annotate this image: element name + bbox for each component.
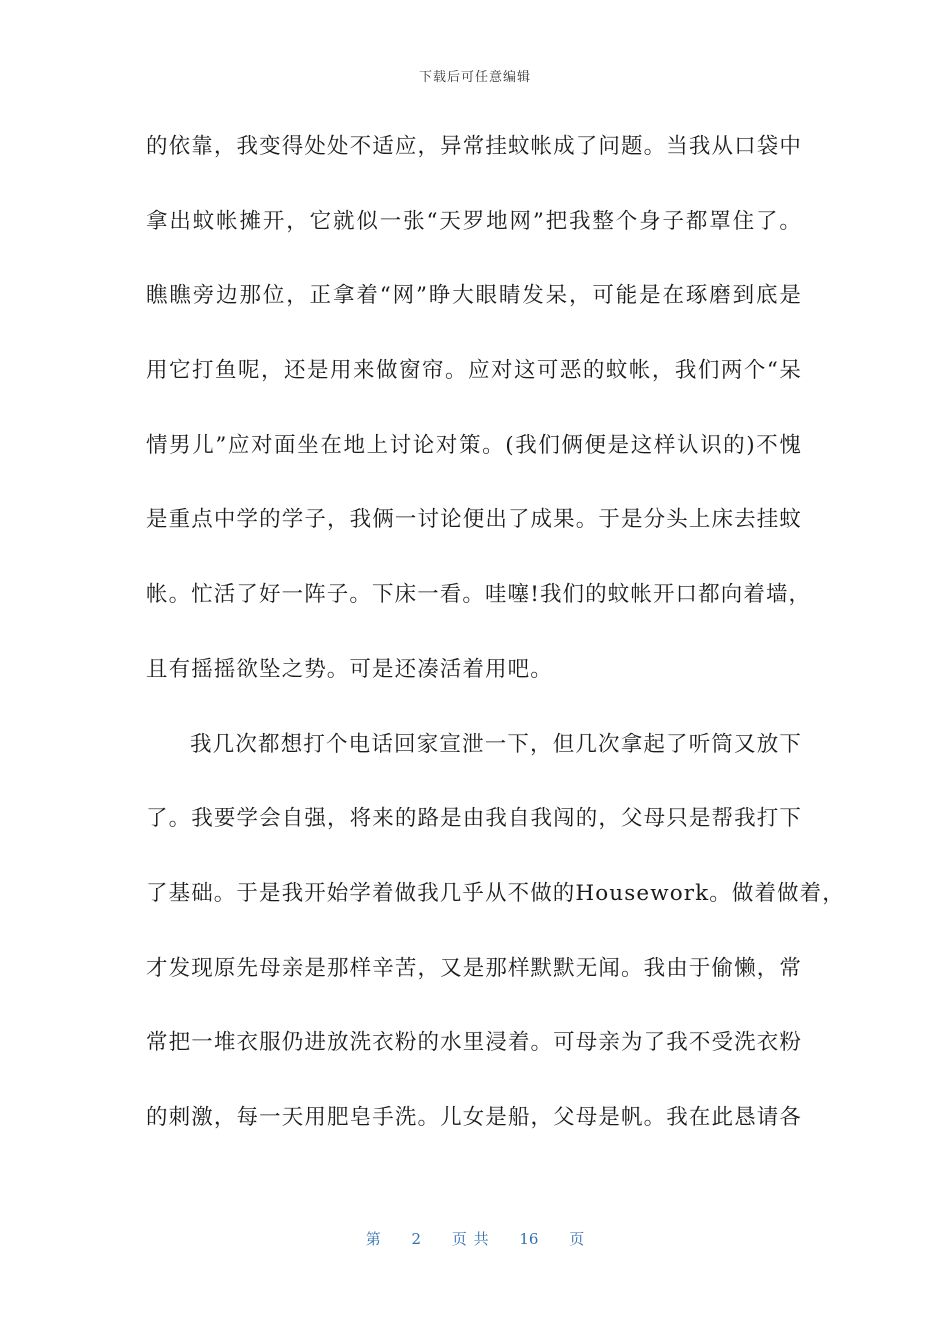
paragraph-line: 才发现原先母亲是那样辛苦，又是那样默默无闻。我由于偷懒，常 xyxy=(146,955,802,981)
paragraph-line: 拿出蚊帐摊开，它就似一张“天罗地网”把我整个身子都罩住了。 xyxy=(146,208,802,234)
paragraph-line: 常把一堆衣服仍进放洗衣粉的水里浸着。可母亲为了我不受洗衣粉 xyxy=(146,1030,802,1056)
paragraph-line: 瞧瞧旁边那位，正拿着“网”睁大眼睛发呆，可能是在琢磨到底是 xyxy=(146,283,802,309)
paragraph-line: 用它打鱼呢，还是用来做窗帘。应对这可恶的蚊帐，我们两个“呆 xyxy=(146,358,802,384)
footer-total-pages: 16 xyxy=(519,1230,539,1248)
footer-label-page: 第 xyxy=(365,1230,381,1248)
paragraph-line: 帐。忙活了好一阵子。下床一看。哇噻!我们的蚊帐开口都向着墙， xyxy=(146,582,812,608)
footer-label-of: 页 共 xyxy=(451,1230,489,1248)
footer-current-page: 2 xyxy=(411,1230,422,1248)
paragraph-line: 且有摇摇欲坠之势。可是还凑活着用吧。 xyxy=(146,656,553,682)
paragraph-line: 我几次都想打个电话回家宣泄一下，但几次拿起了听筒又放下 xyxy=(190,731,802,757)
paragraph-line: 了。我要学会自强，将来的路是由我自我闯的，父母只是帮我打下 xyxy=(146,806,802,832)
body-text xyxy=(146,121,845,1167)
paragraph-line: 的依靠，我变得处处不适应，异常挂蚊帐成了问题。当我从口袋中 xyxy=(146,134,802,159)
page-header: 下载后可任意编辑 xyxy=(418,70,531,85)
footer-label-end: 页 xyxy=(569,1230,585,1248)
paragraph-line: 情男儿”应对面坐在地上讨论对策。(我们俩便是这样认识的)不愧 xyxy=(146,432,802,458)
page-footer xyxy=(0,1228,950,1249)
paragraph-line: 了基础。于是我开始学着做我几乎从不做的Housework。做着做着， xyxy=(146,880,845,906)
paragraph-line: 的刺激，每一天用肥皂手洗。儿女是船，父母是帆。我在此恳请各 xyxy=(146,1104,802,1130)
paragraph-line: 是重点中学的学子，我俩一讨论便出了成果。于是分头上床去挂蚊 xyxy=(146,507,802,533)
